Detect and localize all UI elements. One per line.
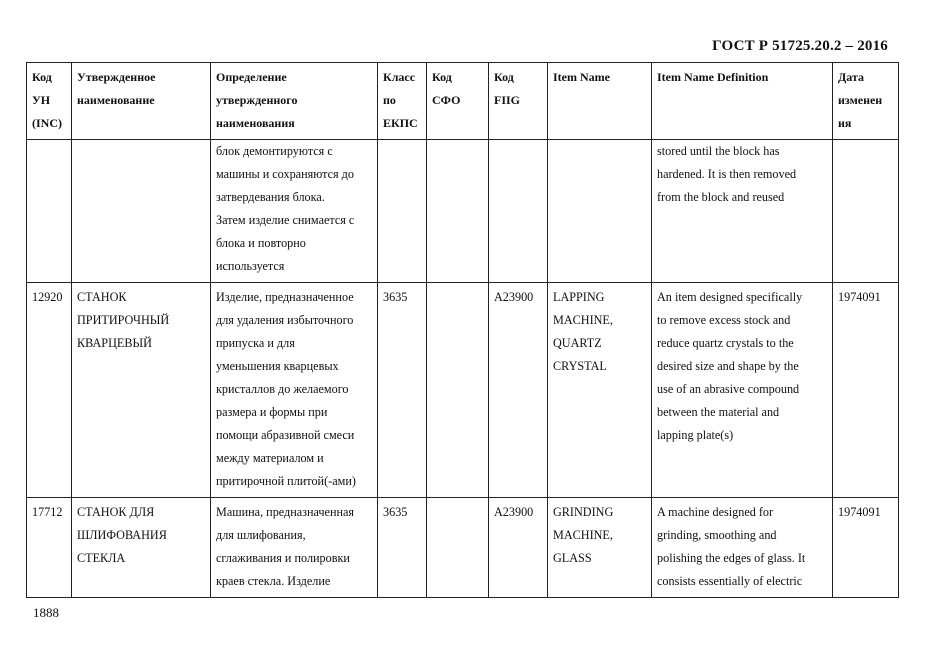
document-title: ГОСТ Р 51725.20.2 – 2016	[712, 38, 888, 54]
cell-class: 3635	[378, 283, 427, 498]
nomenclature-table	[26, 62, 899, 598]
cell-item-definition: An item designed specifically to remove excess stock and reduce quartz crystals to the desired size and shape by the use of an abrasive compound between the material and lapping plate(s)	[652, 283, 833, 498]
header-class-ekps: Класс по ЕКПС	[378, 63, 427, 140]
header-change-date: Дата изменен ия	[833, 63, 899, 140]
header-definition: Определение утвержденного наименования	[211, 63, 378, 140]
header-code-sfo: Код СФО	[427, 63, 489, 140]
table-row	[27, 283, 899, 498]
cell-date	[833, 140, 899, 283]
cell-code	[27, 140, 72, 283]
cell-class: 3635	[378, 498, 427, 598]
cell-item-name: LAPPING MACHINE, QUARTZ CRYSTAL	[548, 283, 652, 498]
header-item-name-definition: Item Name Definition	[652, 63, 833, 140]
page-number: 1888	[33, 605, 59, 620]
cell-item-definition: A machine designed for grinding, smoothing and polishing the edges of glass. It consists essentially of electric	[652, 498, 833, 598]
header-code-un: Код УН (INC)	[27, 63, 72, 140]
cell-fiig	[489, 140, 548, 283]
cell-definition: блок демонтируются с машины и сохраняются до затвердевания блока. Затем изделие снимается с блока и повторно используется	[211, 140, 378, 283]
cell-item-name: GRINDING MACHINE, GLASS	[548, 498, 652, 598]
cell-class	[378, 140, 427, 283]
cell-name: СТАНОК ПРИТИРОЧНЫЙ КВАРЦЕВЫЙ	[72, 283, 211, 498]
cell-definition: Машина, предназначенная для шлифования, сглаживания и полировки краев стекла. Изделие	[211, 498, 378, 598]
cell-item-name	[548, 140, 652, 283]
cell-name	[72, 140, 211, 283]
cell-date: 1974091	[833, 283, 899, 498]
header-approved-name: Утвержденное наименование	[72, 63, 211, 140]
table-row	[27, 140, 899, 283]
cell-item-definition: stored until the block has hardened. It is then removed from the block and reused	[652, 140, 833, 283]
cell-sfo	[427, 283, 489, 498]
cell-sfo	[427, 140, 489, 283]
header-code-fiig: Код FIIG	[489, 63, 548, 140]
cell-fiig: A23900	[489, 498, 548, 598]
cell-sfo	[427, 498, 489, 598]
cell-code: 17712	[27, 498, 72, 598]
table-row	[27, 498, 899, 598]
cell-name: СТАНОК ДЛЯ ШЛИФОВАНИЯ СТЕКЛА	[72, 498, 211, 598]
header-item-name: Item Name	[548, 63, 652, 140]
cell-fiig: A23900	[489, 283, 548, 498]
cell-code: 12920	[27, 283, 72, 498]
table-header-row	[27, 63, 899, 140]
cell-definition: Изделие, предназначенное для удаления избыточного припуска и для уменьшения кварцевых кристаллов до желаемого размера и формы при помощи абразивной смеси между материалом и притирочной плитой(-ами)	[211, 283, 378, 498]
cell-date: 1974091	[833, 498, 899, 598]
